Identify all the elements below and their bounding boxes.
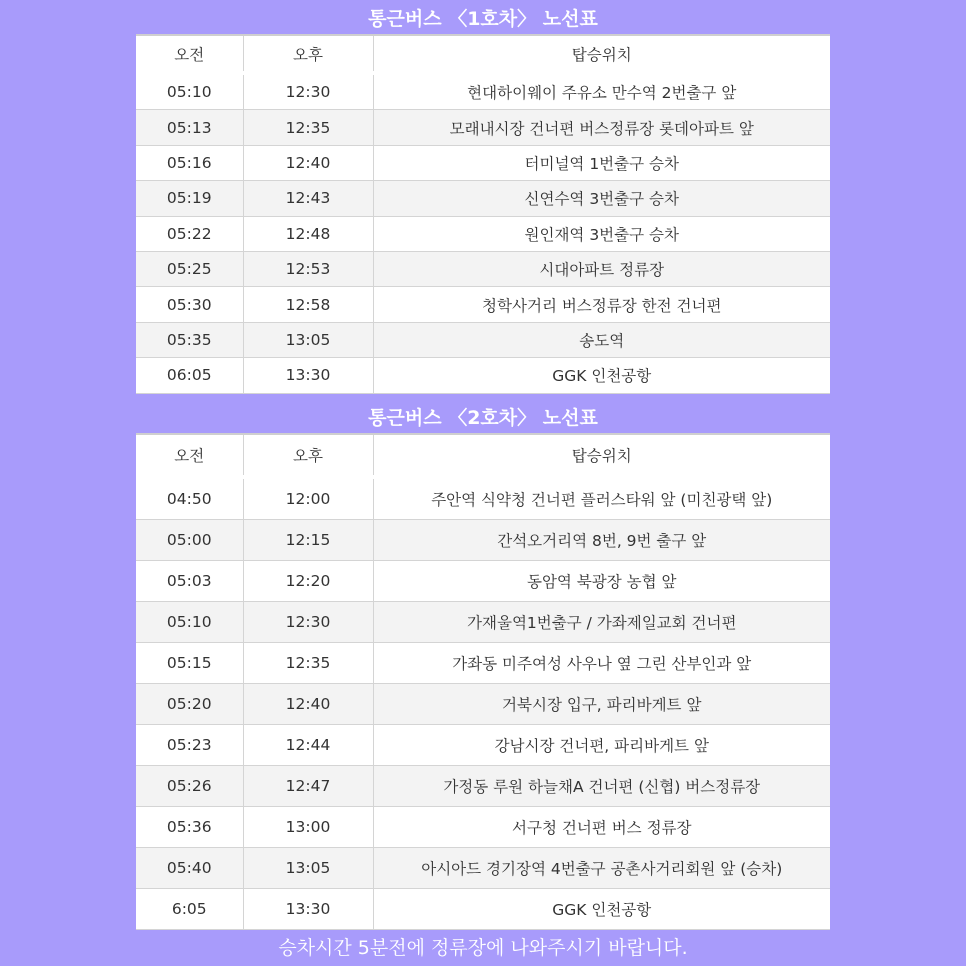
pm-time: 12:58 [243,287,373,322]
am-time: 05:10 [136,602,243,643]
boarding-location: 가좌동 미주여성 사우나 옆 그린 산부인과 앞 [373,643,830,684]
boarding-location: 모래내시장 건너편 버스정류장 롯데아파트 앞 [373,110,830,145]
pm-time: 13:05 [243,322,373,357]
table-row [136,477,830,520]
table-row [136,110,830,145]
am-time: 05:10 [136,73,243,110]
am-time: 05:26 [136,766,243,807]
pm-time: 12:20 [243,561,373,602]
boarding-location: 서구청 건너편 버스 정류장 [373,807,830,848]
boarding-location: 청학사거리 버스정류장 한전 건너편 [373,287,830,322]
pm-time: 13:05 [243,848,373,889]
boarding-location: 간석오거리역 8번, 9번 출구 앞 [373,520,830,561]
am-time: 05:23 [136,725,243,766]
table-row [136,684,830,725]
am-time: 05:25 [136,251,243,286]
boarding-notice: 승차시간 5분전에 정류장에 나와주시기 바랍니다. [278,937,688,959]
table-row [136,287,830,322]
header-pm: 오후 [243,35,373,73]
bus1-route-title: 통근버스 〈1호차〉 노선표 [368,8,598,30]
header-location: 탑승위치 [373,35,830,73]
table-row [136,181,830,216]
table-row [136,73,830,110]
pm-time: 13:00 [243,807,373,848]
table-row [136,602,830,643]
pm-time: 12:53 [243,251,373,286]
header-am: 오전 [136,35,243,73]
table-row [136,322,830,357]
am-time: 05:40 [136,848,243,889]
am-time: 05:35 [136,322,243,357]
boarding-location: 터미널역 1번출구 승차 [373,145,830,180]
pm-time: 12:47 [243,766,373,807]
am-time: 05:13 [136,110,243,145]
table-row [136,145,830,180]
am-time: 05:36 [136,807,243,848]
am-time: 05:00 [136,520,243,561]
table-row [136,358,830,393]
table-row [136,889,830,930]
pm-time: 12:40 [243,145,373,180]
boarding-location: 주안역 식약청 건너편 플러스타워 앞 (미친광택 앞) [373,477,830,520]
am-time: 05:15 [136,643,243,684]
pm-time: 12:40 [243,684,373,725]
boarding-location: 원인재역 3번출구 승차 [373,216,830,251]
am-time: 05:20 [136,684,243,725]
table-row [136,561,830,602]
boarding-location: 시대아파트 정류장 [373,251,830,286]
pm-time: 12:30 [243,73,373,110]
boarding-location: 송도역 [373,322,830,357]
table-row [136,520,830,561]
pm-time: 13:30 [243,889,373,930]
table-row [136,807,830,848]
am-time: 06:05 [136,358,243,393]
boarding-location: 거북시장 입구, 파리바게트 앞 [373,684,830,725]
pm-time: 12:30 [243,602,373,643]
pm-time: 13:30 [243,358,373,393]
boarding-location: 동암역 북광장 농협 앞 [373,561,830,602]
am-time: 05:16 [136,145,243,180]
table-row [136,766,830,807]
header-location: 탑승위치 [373,434,830,477]
pm-time: 12:44 [243,725,373,766]
am-time: 05:22 [136,216,243,251]
bus2-route-table [136,433,830,930]
table-row [136,251,830,286]
boarding-location: 가정동 루원 하늘채A 건너편 (신협) 버스정류장 [373,766,830,807]
bus2-route-title: 통근버스 〈2호차〉 노선표 [368,407,598,429]
bus1-route-table [136,34,830,394]
boarding-location: 아시아드 경기장역 4번출구 공촌사거리회원 앞 (승차) [373,848,830,889]
boarding-location: 신연수역 3번출구 승차 [373,181,830,216]
table-row [136,643,830,684]
am-time: 6:05 [136,889,243,930]
header-pm: 오후 [243,434,373,477]
pm-time: 12:00 [243,477,373,520]
header-am: 오전 [136,434,243,477]
pm-time: 12:48 [243,216,373,251]
pm-time: 12:43 [243,181,373,216]
boarding-location: 현대하이웨이 주유소 만수역 2번출구 앞 [373,73,830,110]
pm-time: 12:35 [243,110,373,145]
pm-time: 12:15 [243,520,373,561]
am-time: 05:03 [136,561,243,602]
boarding-location: 강남시장 건너편, 파리바게트 앞 [373,725,830,766]
am-time: 04:50 [136,477,243,520]
boarding-location: 가재울역1번출구 / 가좌제일교회 건너편 [373,602,830,643]
table-row [136,725,830,766]
am-time: 05:30 [136,287,243,322]
table-header-row [136,434,830,477]
am-time: 05:19 [136,181,243,216]
boarding-location: GGK 인천공항 [373,358,830,393]
table-header-row [136,35,830,73]
table-row [136,848,830,889]
pm-time: 12:35 [243,643,373,684]
boarding-location: GGK 인천공항 [373,889,830,930]
table-row [136,216,830,251]
